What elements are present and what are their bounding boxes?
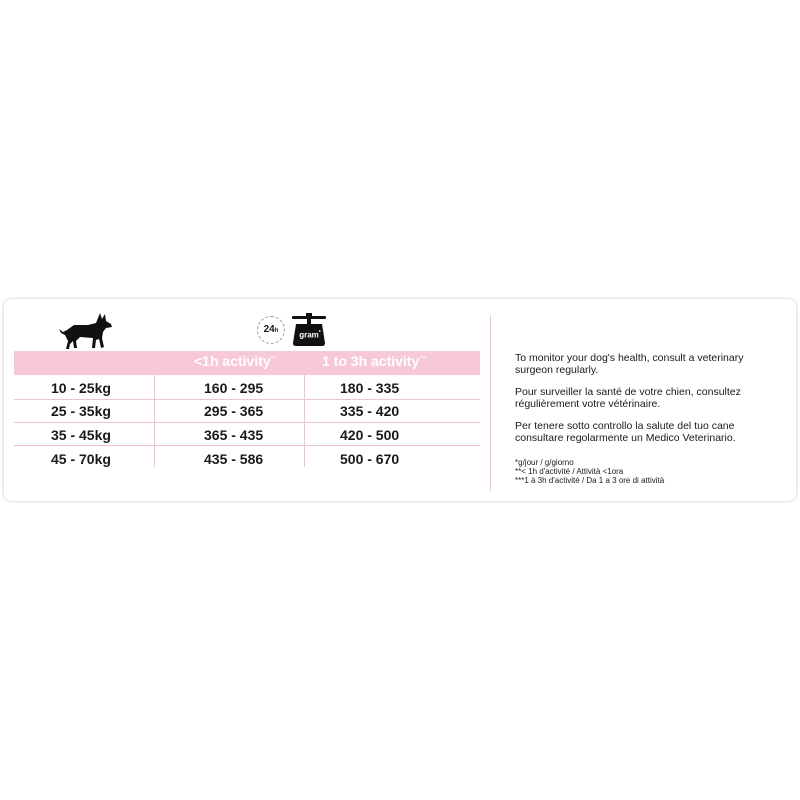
high-activity-cell: 420 - 500 <box>340 427 400 443</box>
footnote-high-activity: ***1 à 3h d'activité / Da 1 a 3 ore di attività <box>515 476 665 485</box>
scale-label-sup: * <box>318 330 321 336</box>
weight-cell: 10 - 25kg <box>51 380 111 396</box>
scale-icon <box>288 313 330 347</box>
row-divider <box>14 399 480 400</box>
24h-clock-icon <box>257 316 285 344</box>
header-label: <1h activity <box>194 353 271 369</box>
low-activity-cell: 295 - 365 <box>204 403 264 419</box>
note-english: To monitor your dog's health, consult a veterinary surgeon regularly. <box>515 352 744 376</box>
header-sup: *** <box>419 356 427 363</box>
dog-silhouette-icon <box>56 311 114 351</box>
weight-cell: 25 - 35kg <box>51 403 111 419</box>
column-divider <box>304 375 305 467</box>
feeding-guide-panel <box>4 299 796 501</box>
low-activity-cell: 160 - 295 <box>204 380 264 396</box>
row-divider <box>14 445 480 446</box>
badge-main: 24 <box>263 324 275 335</box>
row-divider <box>14 422 480 423</box>
high-activity-cell: 335 - 420 <box>340 403 400 419</box>
low-activity-cell: 365 - 435 <box>204 427 264 443</box>
section-divider <box>490 315 491 491</box>
weight-cell: 45 - 70kg <box>51 451 111 467</box>
high-activity-cell: 180 - 335 <box>340 380 400 396</box>
weight-cell: 35 - 45kg <box>51 427 111 443</box>
badge-sub: h <box>274 328 279 334</box>
note-french: Pour surveiller la santé de votre chien, consultez régulièrement votre vétérinaire. <box>515 386 741 410</box>
low-activity-cell: 435 - 586 <box>204 451 264 467</box>
header-sup: ** <box>270 356 276 363</box>
column-header-low-activity <box>194 353 275 369</box>
high-activity-cell: 500 - 670 <box>340 451 400 467</box>
note-italian: Per tenere sotto controllo la salute del tuo cane consultare regolarmente un Medico Veterinario. <box>515 420 736 444</box>
footnote-grams: *g/jour / g/giorno <box>515 458 574 467</box>
header-label: 1 to 3h activity <box>322 353 420 369</box>
scale-label: gram <box>299 330 319 340</box>
column-header-high-activity <box>322 353 426 369</box>
footnote-low-activity: **< 1h d'activité / Attività <1ora <box>515 467 624 476</box>
column-divider <box>154 375 155 467</box>
